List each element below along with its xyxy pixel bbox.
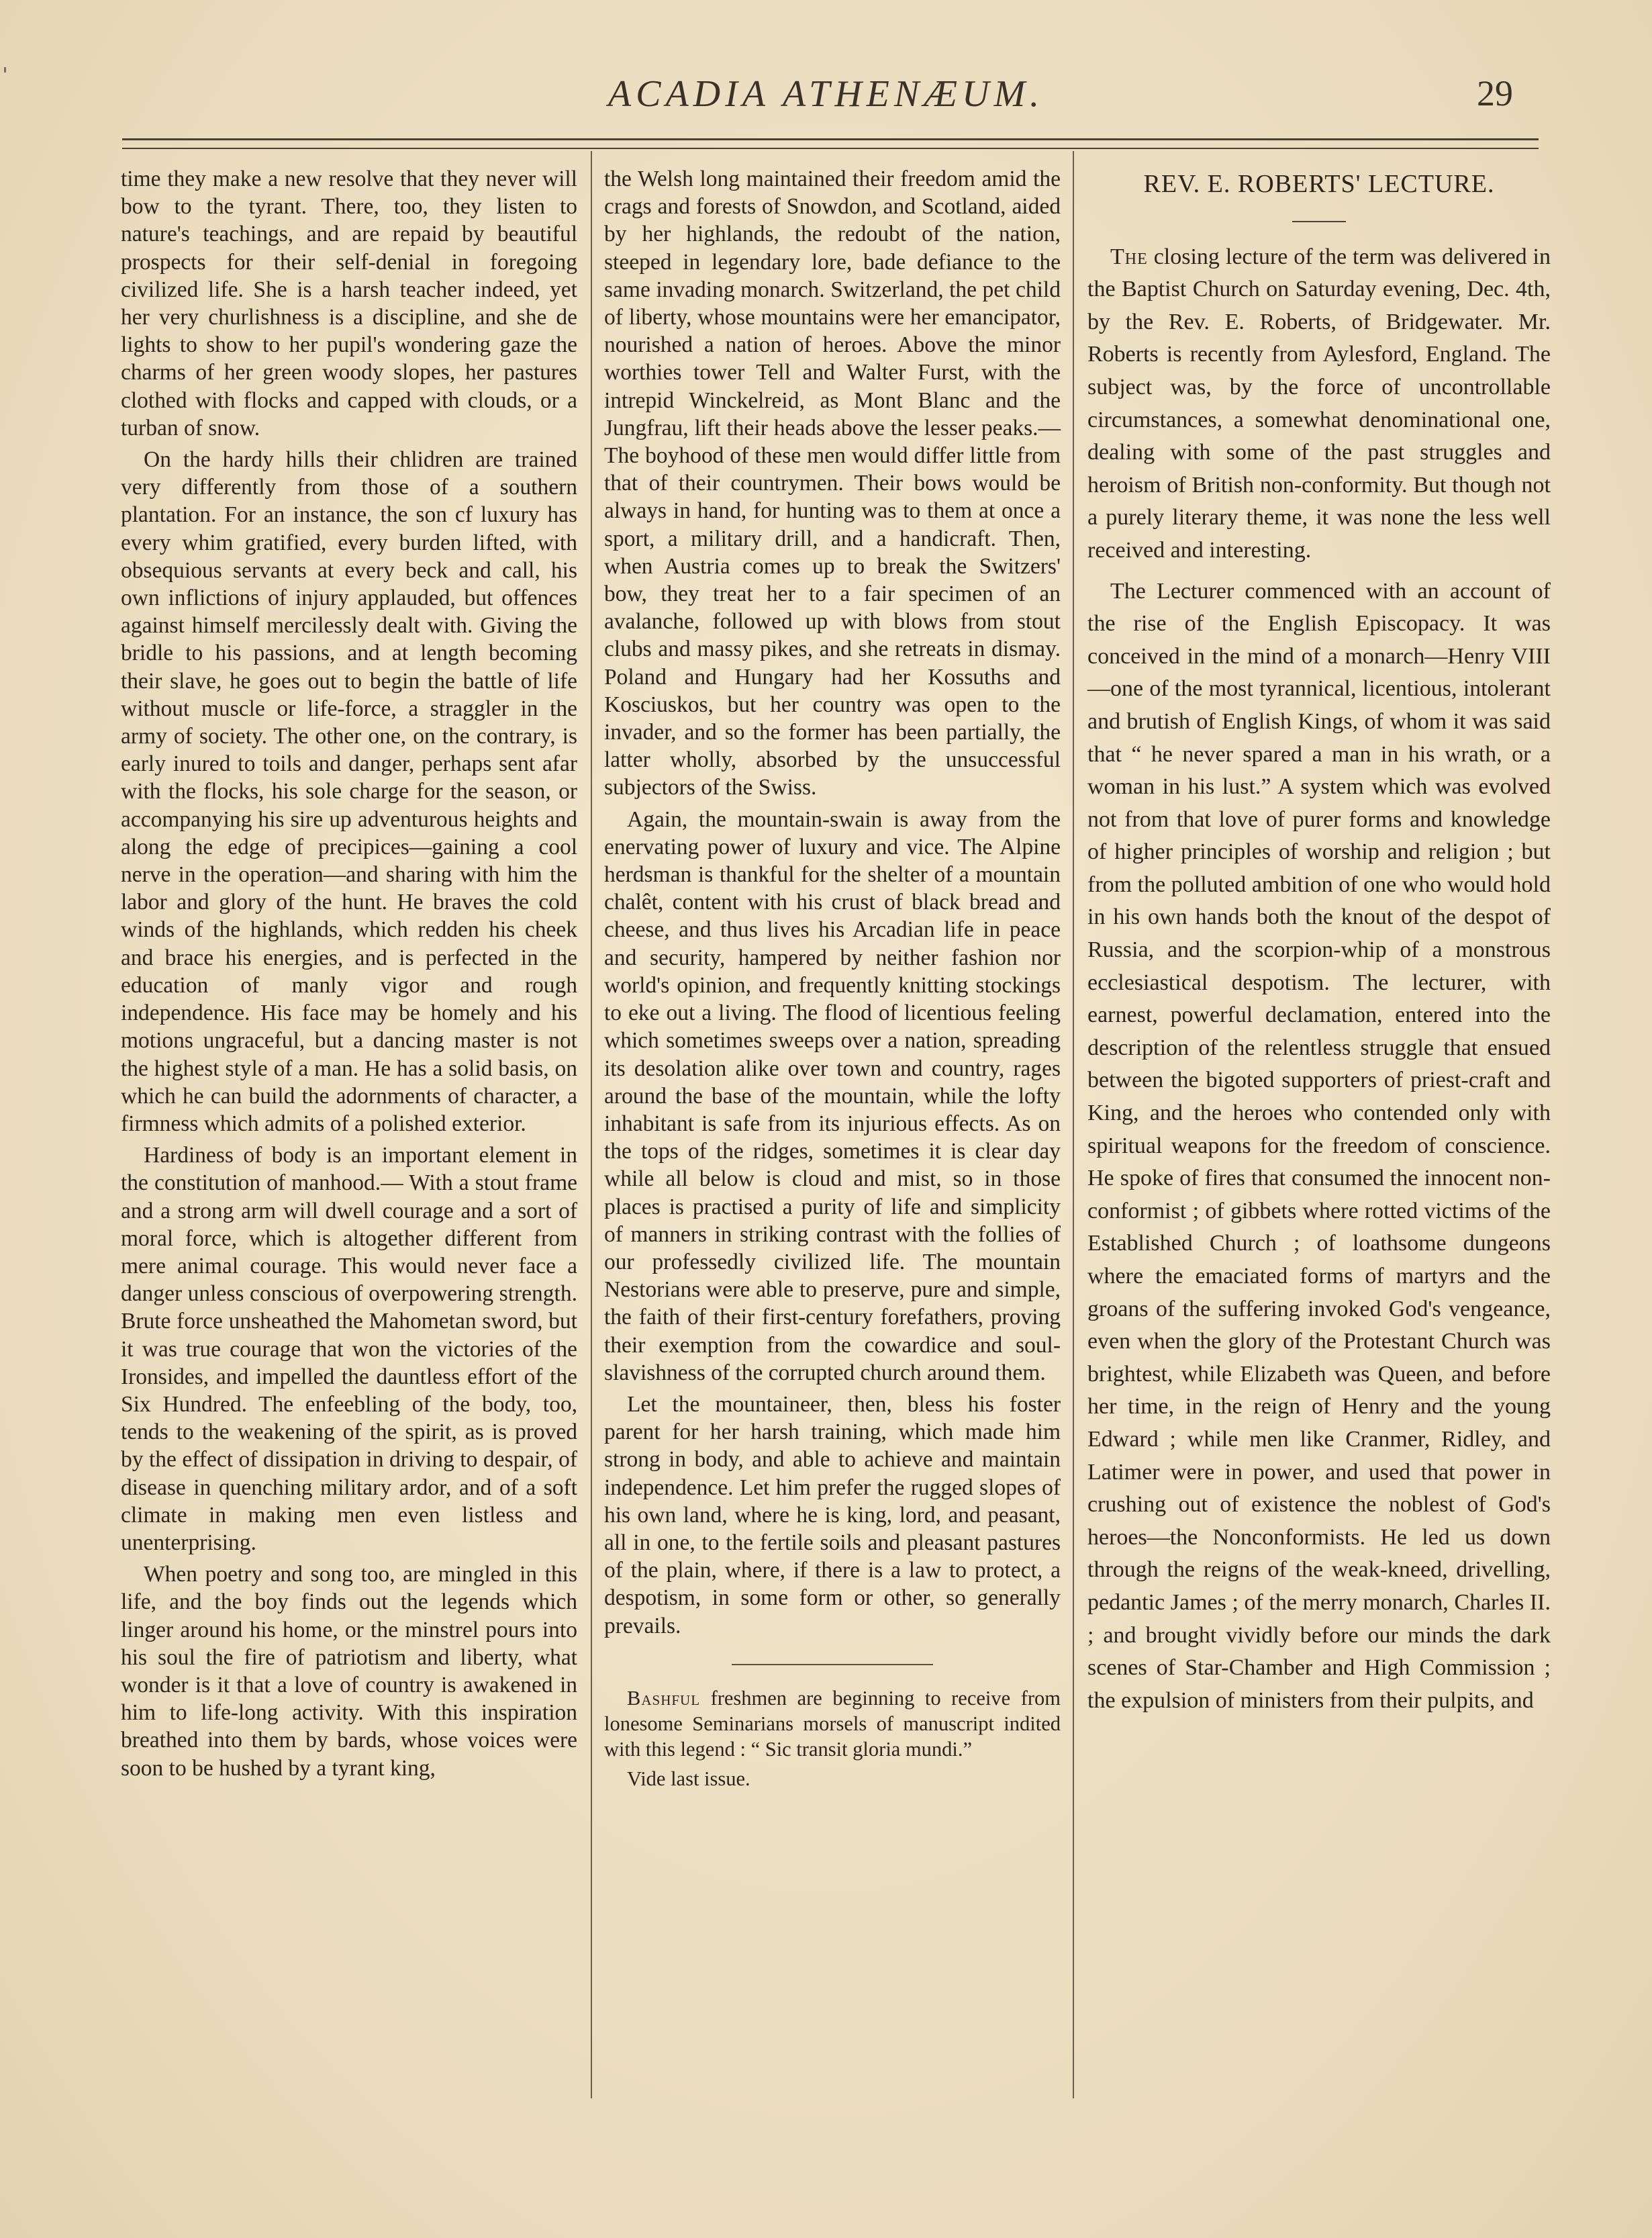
col1-paragraph-2: On the hardy hills their chlidren are trained very differently from those of a southern plantation. For an instance, the son cf luxury has every whim gratified, every burden lifted, with obsequious servants at every beck and call, his own inflictions of injury applauded, but offences against himself mercilessly dealt with. Giving the bridle to his passions, and at length becoming their slave, he goes out to begin the battle of life without muscle or life-force, a straggler in the army of society. The other one, on the contrary, is early inured to toils and danger, perhaps sent afar with the flocks, his sole charge for the season, or accompanying his sire up adventurous heights and along the edge of precipices—gaining a cool nerve in the operation—and sharing with him the labor and glory of the hunt. He braves the cold winds of the highlands, which redden his cheek and brace his energies, and is perfected in the education of manly vigor and rough independence. His face may be homely and his motions ungraceful, but a dancing master is not the highest style of a man. He has a solid basis, on which he can build the adornments of character, a firmness which admits of a polished exterior. — [121, 447, 577, 1136]
header-rule-thin — [122, 148, 1539, 149]
masthead-title: ACADIA ATHENÆUM. — [608, 73, 1044, 115]
column-2 — [604, 165, 1061, 1791]
col3-paragraph-2: The Lecturer commenced with an account of the rise of the English Episcopacy. It was conceived in the mind of a monarch—Henry VIII—one of the most tyrannical, licentious, intolerant and brutish of English Kings, of whom it was said that “ he never spared a man in his wrath, or a woman in his lust.” A system which was evolved not from that love of purer forms and knowledge of higher principles of worship and religion ; but from the polluted ambition of one who would hold in his own hands both the knout of the despot of Russia, and the scorpion-whip of a monstrous ecclesiastical despotism. The lecturer, with earnest, powerful declamation, entered into the description of the relentless struggle that ensued between the bigoted supporters of priest-craft and King, and the heroes who contended only with spiritual weapons for the freedom of conscience. He spoke of fires that consumed the innocent non-conformist ; of gibbets where rotted victims of the Established Church ; of loathsome dungeons where the emaciated forms of martyrs and the groans of the suffering invoked God's vengeance, even when the glory of the Protestant Church was brightest, while Elizabeth was Queen, and before her time, in the reign of Henry and the young Edward ; while men like Cranmer, Ridley, and Latimer were in power, and used that power in crushing out of existence the noblest of God's heroes—the Nonconformists. He led us down through the reigns of the weak-kneed, drivelling, pedantic James ; of the merry monarch, Charles II. ; and brought vividly before our minds the dark scenes of Star-Chamber and High Commission ; the expulsion of ministers from their pulpits, and — [1087, 578, 1551, 1713]
column-1 — [121, 165, 577, 1782]
col3-paragraph-1 — [1087, 241, 1551, 567]
bashful-note — [604, 1685, 1061, 1762]
column-separator-rule — [732, 1664, 933, 1665]
lecture-heading: REV. E. ROBERTS' LECTURE. — [1143, 170, 1495, 198]
bashful-note-text: freshmen are beginning to receive from lonesome Seminarians morsels of manuscript indited with this legend : “ Sic transit gloria mundi.” — [604, 1686, 1061, 1761]
page-edge-mark — [4, 67, 6, 73]
column-divider-2 — [1073, 151, 1074, 2098]
heading-rule — [1292, 221, 1346, 222]
column-divider-1 — [591, 151, 592, 2098]
bashful-note-lead: Bashful — [627, 1686, 701, 1710]
col3-paragraph-1-lead: The — [1110, 244, 1148, 269]
col1-paragraph-4: When poetry and song too, are mingled in this life, and the boy finds out the legends which linger around his home, or the minstrel pours into his soul the fire of patriotism and liberty, what wonder is it that a love of country is awakened in him to life-long activity. With this inspiration breathed into them by bards, whose voices were soon to be hushed by a tyrant king, — [121, 1562, 577, 1781]
col2-paragraph-2: Again, the mountain-swain is away from the enervating power of luxury and vice. The Alpine herdsman is thankful for the shelter of a mountain chalêt, content with his crust of black bread and cheese, and thus lives his Arcadian life in peace and security, hampered by neither fashion nor world's opinion, and frequently knitting stockings to eke out a living. The flood of licentious feeling which sometimes sweeps over a nation, spreading its desolation alike over town and country, rages around the base of the mountain, while the lofty inhabitant is safe from its injurious effects. As on the tops of the ridges, sometimes it is clear day while all below is cloud and mist, so in those places is practised a purity of life and simplicity of manners in striking contrast with the follies of our professedly civilized life. The mountain Nestorians were able to preserve, pure and simple, the faith of their first-century forefathers, proving their exemption from the cowardice and soul-slavishness of the corrupted church around them. — [604, 806, 1061, 1385]
col1-paragraph-3: Hardiness of body is an important element in the constitution of manhood.— With a stout frame and a strong arm will dwell courage and a sort of moral force, which is altogether different from mere animal courage. This would never face a danger unless conscious of overpowering strength. Brute force unsheathed the Mahometan sword, but it was true courage that won the victories of the Ironsides, and impelled the dauntless effort of the Six Hundred. The enfeebling of the body, too, tends to the weakening of the spirit, as is proved by the effect of dissipation in driving to despair, of disease in quenching military ardor, and of a soft climate in making men even listless and unenterprising. — [121, 1143, 577, 1555]
col1-paragraph-1: time they make a new resolve that they never will bow to the tyrant. There, too, they listen to nature's teachings, and are repaid by beautiful prospects for their self-denial in foregoing civilized life. She is a harsh teacher indeed, yet her very churlishness is a discipline, and she de lights to show to her pupil's wondering gaze the charms of her green woody slopes, her pastures clothed with flocks and capped with clouds, or a turban of snow. — [121, 167, 577, 440]
col2-paragraph-3: Let the mountaineer, then, bless his foster parent for her harsh training, which made him strong in body, and able to achieve and maintain independence. Let him prefer the rugged slopes of his own land, where he is king, lord, and peasant, all in one, to the fertile soils and pleasant pastures of the plain, where, if there is a law to protect, a despotism, in some form or other, so generally prevails. — [604, 1391, 1061, 1638]
column-3 — [1087, 165, 1551, 1717]
bashful-note-footer: Vide last issue. — [627, 1767, 750, 1790]
col3-paragraph-1-text: closing lecture of the term was delivered in the Baptist Church on Saturday evening, Dec. 4th, by the Rev. E. Roberts, of Bridgewater. Mr. Roberts is recently from Aylesford, England. The subject was, by the force of uncontrollable circumstances, a somewhat denominational one, dealing with some of the past struggles and heroism of British non-conformity. But though not a purely literary theme, it was none the less well received and interesting. — [1087, 244, 1551, 563]
header-rule-thick — [122, 138, 1539, 140]
page-number: 29 — [1477, 73, 1513, 113]
col2-paragraph-1: the Welsh long maintained their freedom amid the crags and forests of Snowdon, and Scotland, aided by her highlands, the redoubt of the nation, steeped in legendary lore, bade defiance to the same invading monarch. Switzerland, the pet child of liberty, whose mountains were her emancipator, nourished a nation of heroes. Above the minor worthies tower Tell and Walter Furst, with the intrepid Winckelreid, as Mont Blanc and the Jungfrau, lift their heads above the lesser peaks.— The boyhood of these men would differ little from that of their countrymen. Their bows would be always in hand, for hunting was to them at once a sport, a military drill, and a handicraft. Then, when Austria comes up to break the Switzers' bow, they treat her to a fair specimen of an avalanche, followed up with blows from stout clubs and massy pikes, and she retreats in dismay. Poland and Hungary had her Kossuths and Kosciuskos, but her country was open to the invader, and so the former has been partially, the latter wholly, absorbed by the unsuccessful subjectors of the Swiss. — [604, 167, 1061, 800]
